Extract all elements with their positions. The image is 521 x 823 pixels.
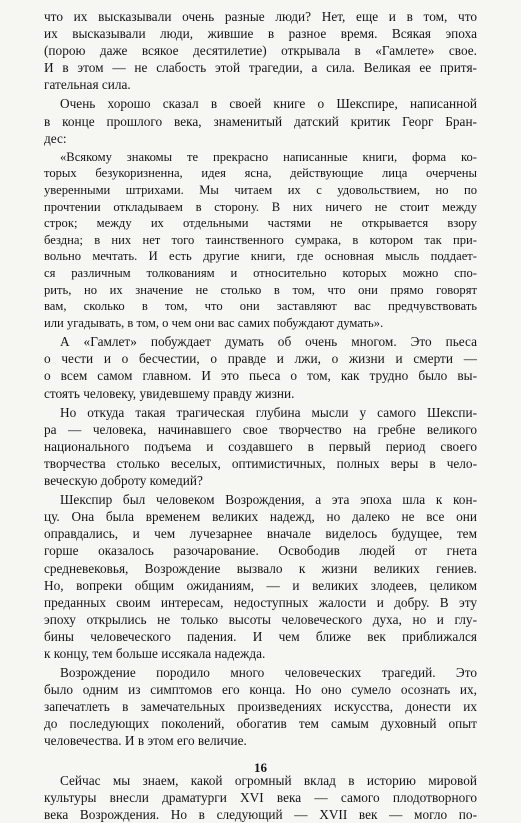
- text-line: торых безукоризненна, идея ясна, действующие лица очерчены: [44, 166, 477, 181]
- paragraph: [44, 95, 477, 146]
- text-line: Шекспир был человеком Возрождения, а эта эпоха шла к кон-: [60, 492, 477, 508]
- text-line: строк; между их отдельными частями не открывается взору: [44, 216, 477, 231]
- text-line: стоять человеку, увидевшему правду жизни.: [44, 385, 295, 401]
- text-line: Очень хорошо сказал в своей книге о Шекспире, написанной: [60, 96, 477, 112]
- text-line: в конце прошлого века, знаменитый датский критик Георг Бран-: [44, 113, 477, 129]
- text-line: Возрождение породило много человеческих трагедий. Это: [60, 665, 477, 681]
- text-line: или угадывать, в том, о чем они вас самих побуждают думать».: [44, 315, 384, 330]
- text-line: вам, сколько в том, что они заставляют вас предчувствовать: [44, 299, 477, 314]
- text-line: «Всякому знакомы те прекрасно написанные книги, форма ко-: [60, 149, 477, 164]
- paragraph: [44, 404, 477, 489]
- text-line: творчества столько веселых, оптимистичных, полных веры в чело-: [44, 455, 477, 471]
- paragraph: [44, 333, 477, 401]
- text-line: до последующих поколений, обогатив тем самым духовный опыт: [44, 716, 477, 732]
- quotation: [44, 149, 477, 332]
- paragraph: [44, 664, 477, 749]
- text-line: средневековья, Возрождение вызвало к жизни великих гениев.: [44, 560, 477, 576]
- text-line: было одним из симптомов его конца. Но оно сумело осознать их,: [44, 682, 477, 698]
- text-line: ся различным толкованиям и относительно которых можно спо-: [44, 265, 477, 280]
- paragraph: [44, 8, 477, 93]
- text-line: бездна; в них нет того таинственного сумрака, в котором так при-: [44, 232, 477, 247]
- text-line: к концу, тем больше иссякала надежда.: [44, 645, 266, 661]
- text-line: о всем самом главном. И это пьеса о том, как трудно было вы-: [44, 368, 477, 384]
- text-line: бины человеческого падения. И чем ближе век приближался: [44, 628, 477, 644]
- paragraph: [44, 491, 477, 662]
- text-line: гательная сила.: [44, 77, 131, 93]
- text-line: (порою даже всякое десятилетие) открывала в «Гамлете» свое.: [44, 43, 477, 59]
- text-line: вольно мечтать. И есть другие книги, где основная мысль поддает-: [44, 249, 477, 264]
- text-line: запечатлеть в замечательных произведениях искусства, донести их: [44, 699, 477, 715]
- text-line: что их высказывали очень разные люди? Нет, еще и в том, что: [44, 9, 477, 24]
- text-line: Но откуда такая трагическая глубина мысли у самого Шекспи-: [60, 404, 477, 420]
- text-line: оправдались, и чем лучезарнее вначале виделось будущее, тем: [44, 526, 477, 542]
- text-line: веческую доброту комедий?: [44, 473, 203, 489]
- text-line: Но, вопреки общим ожиданиям, — и великих злодеев, целиком: [44, 577, 477, 593]
- text-line: прочтении откладываем в сторону. В них ничего не стоит между: [44, 199, 477, 214]
- text-line: их высказывали люди, жившие в разное время. Всякая эпоха: [44, 26, 477, 42]
- text-line: горше оказалось разочарование. Освободив людей от гнета: [44, 543, 477, 559]
- page-number: 16: [254, 760, 267, 775]
- text-line: И в этом — не слабость этой трагедии, а сила. Великая ее притя-: [44, 60, 477, 76]
- text-line: человечества. И в этом его величие.: [44, 733, 247, 749]
- paragraph: [44, 772, 477, 823]
- text-line: цу. Она была временем великих надежд, но далеко не все они: [44, 509, 477, 525]
- text-line: века Возрождения. Но в следующий — XVII век — могло по-: [44, 806, 477, 822]
- text-line: национального подъема и создавшего в первый период своего: [44, 438, 477, 454]
- text-line: ра — человека, начинавшего свое творчество на гребне великого: [44, 421, 477, 437]
- text-line: эпоху открылись не только высоты человеческого духа, но и глу-: [44, 611, 477, 627]
- text-line: уверенными штрихами. Мы читаем их с удовольствием, но по: [44, 182, 477, 197]
- text-line: А «Гамлет» побуждает думать об очень многом. Это пьеса: [60, 334, 477, 350]
- text-line: дес:: [44, 130, 67, 146]
- text-line: о чести и о бесчестии, о правде и лжи, о жизни и смерти —: [44, 351, 477, 367]
- text-line: преданных своим интересам, недоступных жалости и добру. В эту: [44, 594, 477, 610]
- text-line: культуры внесли драматурги XVI века — самого плодотворного: [44, 789, 477, 805]
- text-line: рить, но их значение не столько в том, что они прямо говорят: [44, 282, 477, 297]
- text-line: Сейчас мы знаем, какой огромный вклад в историю мировой: [60, 772, 477, 788]
